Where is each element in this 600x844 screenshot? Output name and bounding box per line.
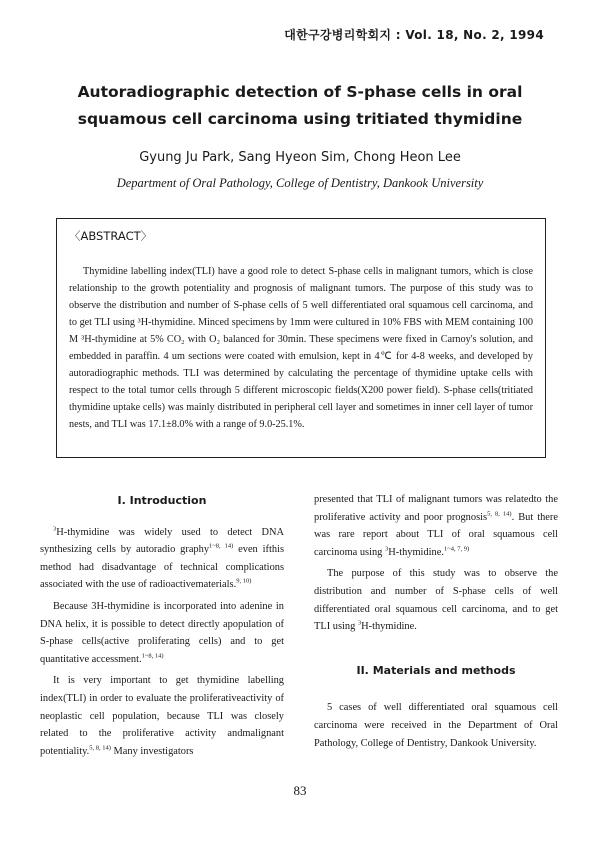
superscript: 3 [357, 619, 362, 627]
paragraph-text: Many investigators [110, 745, 194, 757]
right-column [314, 491, 558, 756]
superscript: 3 [384, 545, 389, 553]
title-line-2: squamous cell carcinoma using tritiated thymidine [77, 110, 523, 128]
affiliation: Department of Oral Pathology, College of Dentistry, Dankook University [116, 176, 484, 190]
paper-title [40, 79, 560, 133]
citation: 1~8, 14) [209, 542, 234, 550]
citation: 5, 8, 14) [89, 744, 111, 752]
intro-paragraph-5 [314, 565, 558, 635]
abstract-text: Thymidine labelling index(TLI) have a good role to detect S-phase cells in malignant tumors, which is close relationship to the growth potentiality and prognosis of malignant tumors. The purpose of this study was to observe the distribution and number of S-phase cells of 5 well differentiated oral squamous cell carcinoma, and to get TLI using ³H-thymidine. Minced specimens by 1mm were cultured in 10% FBS with MEM containing 100 M ³H-thymidine at 5% CO₂ with O₂ balanced for 30min. These specimens were fixed in Carnoy's solution, and embedded in paraffin. 4 um sections were coated with emulsion, kept in 4℃ for 4-8 weeks, and developed by autoradiographic methods. TLI was determined by calculating the percentage of thymidine uptake cells with respect to the total tumor cells through 5 different microscopic fields(X200 power field). S-phase cells(tritiated thymidine uptake cells) was mainly distributed in peripheral cell layer and sometimes in inner cell layer of tumor nests, and TLI was 17.1±8.0% with a range of 9.0-25.1%. [69, 266, 533, 430]
intro-paragraph-3 [40, 672, 284, 760]
intro-paragraph-1 [40, 524, 284, 594]
abstract-box [56, 218, 546, 458]
paragraph-text: The purpose of this study was to observe the distribution and number of S-phase cells of well differentiated oral squamous cell carcinoma, and to get TLI using [314, 568, 558, 633]
page-number: 83 [293, 783, 307, 798]
citation: 1~8, 14) [141, 652, 164, 660]
left-column [40, 488, 284, 764]
paragraph-text: H-thymidine was widely used to detect DNA synthesizing cells by autoradio graphy [40, 526, 284, 556]
title-line-1: Autoradiographic detection of S-phase cells in oral [77, 83, 523, 101]
superscript: 3 [53, 525, 57, 533]
methods-paragraph-1: 5 cases of well differentiated oral squamous cell carcinoma were received in the Department of Oral Pathology, College of Dentistry, Dankook University. [314, 702, 558, 749]
paragraph-text: H-thymidine. [361, 621, 417, 633]
paragraph-text: even ifthis method had disadvantage of technical complications associated with the use of radioactivematerials. [40, 544, 284, 591]
paragraph-text: . But there was rare report about TLI of oral squamous cell carcinoma using [314, 511, 558, 558]
authors: Gyung Ju Park, Sang Hyeon Sim, Chong Heon Lee [139, 150, 461, 165]
citation: 5, 8, 14) [487, 510, 512, 518]
journal-header: 대한구강병리학회지 : Vol. 18, No. 2, 1994 [284, 28, 544, 42]
citation: 1~4, 7, 9) [443, 545, 470, 553]
paragraph-text: It is very important to get thymidine labelling index(TLI) in order to evaluate the proliferativeactivity of neoplastic cell population, because TLI was closely related to the proliferative activity andmalignant potentiality. [40, 675, 284, 757]
abstract-label: 〈ABSTRACT〉 [69, 229, 153, 243]
intro-paragraph-2 [40, 598, 284, 668]
paragraph-text: H-thymidine. [388, 546, 444, 558]
intro-heading: I. Introduction [117, 494, 207, 507]
paragraph-text: Because 3H-thymidine is incorporated into adenine in DNA helix, it is possible to detect directly apopulation of S-phase cells(active proliferating cells) and to get quantitative accessment. [40, 600, 284, 665]
intro-paragraph-4 [314, 491, 558, 561]
paragraph-text: presented that TLI of malignant tumors was relatedto the proliferative activity and poor prognosis [314, 494, 558, 523]
citation: 9, 10) [236, 577, 252, 585]
methods-heading: II. Materials and methods [356, 663, 516, 677]
